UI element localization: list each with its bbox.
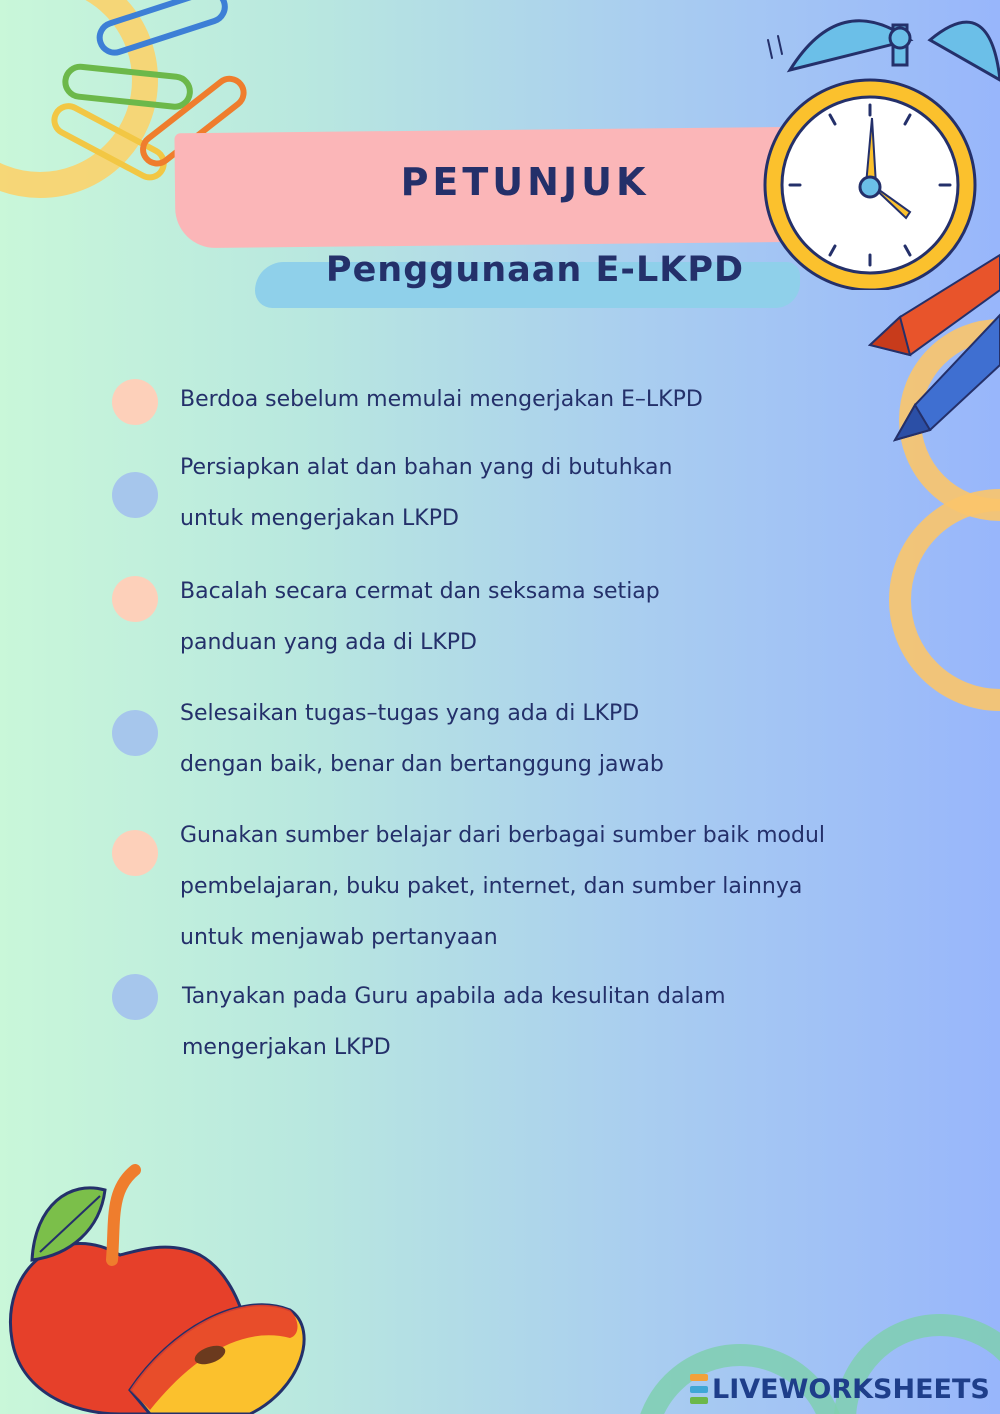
instruction-text: Berdoa sebelum memulai mengerjakan E–LKPD	[180, 387, 703, 412]
bullet-dot	[112, 830, 158, 876]
apple-icon	[0, 1160, 320, 1414]
instruction-text: Tanyakan pada Guru apabila ada kesulitan dalam mengerjakan LKPD	[182, 984, 726, 1060]
brand-name: LIVEWORKSHEETS	[712, 1373, 990, 1405]
page-subtitle: Penggunaan E-LKPD	[325, 250, 745, 290]
instruction-text: Selesaikan tugas–tugas yang ada di LKPD dengan baik, benar dan bertanggung jawab	[180, 701, 664, 777]
bullet-dot	[112, 379, 158, 425]
bullet-dot	[112, 472, 158, 518]
bullet-dot	[112, 576, 158, 622]
instruction-text: Gunakan sumber belajar dari berbagai sumber baik modul pembelajaran, buku paket, internet, dan sumber lainnya untuk menjawab pertanyaan	[180, 823, 826, 950]
instruction-text: Bacalah secara cermat dan seksama setiap panduan yang ada di LKPD	[180, 579, 660, 655]
liveworksheets-icon	[690, 1374, 708, 1404]
instruction-text: Persiapkan alat dan bahan yang di butuhkan untuk mengerjakan LKPD	[180, 455, 673, 531]
liveworksheets-logo[interactable]	[690, 1372, 990, 1406]
bullet-dot	[112, 974, 158, 1020]
page-title: PETUNJUK	[400, 160, 650, 204]
bullet-dot	[112, 710, 158, 756]
